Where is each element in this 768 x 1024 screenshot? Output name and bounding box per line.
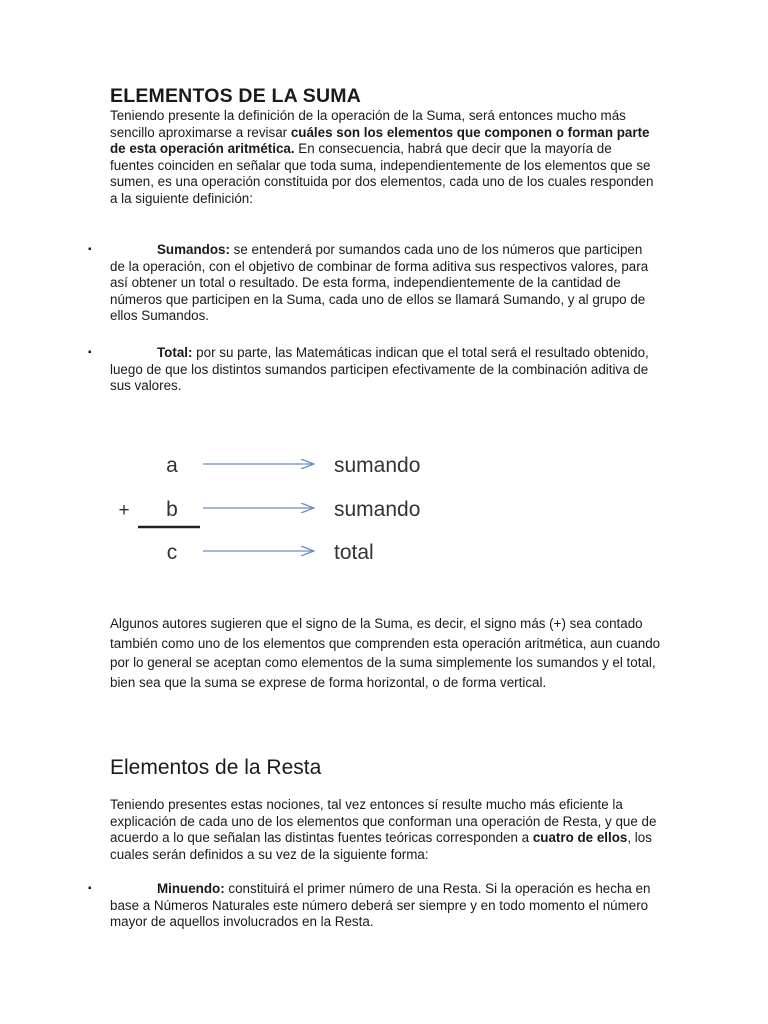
bullet-marker: ▪: [88, 244, 92, 255]
diagram-plus-sign: +: [118, 500, 130, 521]
diagram-var-b: b: [166, 498, 178, 521]
total-term: Total:: [157, 345, 193, 360]
resta-intro-text-1: Teniendo presentes estas nociones, tal vez entonces sí resulte mucho más eficiente la explicación de cada uno de los elementos que conforman una operación de Resta, y que de acuerdo a lo que señalan las distintas fuentes teóricas corresponden a: [110, 797, 657, 846]
suma-intro-bold: cuáles son los elementos que componen o forman parte de esta operación aritmética.: [110, 124, 650, 157]
bullet-marker: ▪: [88, 347, 92, 358]
minuendo-paragraph: [110, 881, 658, 931]
suma-intro-text-1: Teniendo presente la definición de la operación de la Suma, será entonces mucho más sencillo aproximarse a revisar: [110, 108, 626, 140]
minuendo-text: constituirá el primer número de una Resta. Si la operación es hecha en base a Números Naturales este número deberá ser siempre y en todo momento el número mayor de aquellos involucrados en la Resta.: [110, 881, 651, 930]
diagram-var-c: c: [166, 541, 178, 564]
diagram-label-c: total: [334, 541, 374, 564]
minuendo-term: Minuendo:: [157, 881, 225, 896]
suma-intro-paragraph: [110, 108, 658, 208]
total-paragraph: [110, 345, 658, 395]
resta-intro-bold: cuatro de ellos: [532, 830, 628, 846]
diagram-label-a: sumando: [334, 454, 421, 477]
resta-intro-text-2: , los cuales serán definidos a su vez de la siguiente forma:: [110, 830, 652, 862]
bullet-marker: ▪: [88, 883, 92, 894]
resta-intro-paragraph: [110, 797, 658, 863]
sumandos-paragraph: [110, 242, 658, 325]
diagram-label-b: sumando: [334, 498, 421, 521]
total-text: por su parte, las Matemáticas indican que el total será el resultado obtenido, luego de que los distintos sumandos participen efectivamente de la combinación aditiva de sus valores.: [110, 345, 649, 394]
signo-mas-paragraph: Algunos autores sugieren que el signo de la Suma, es decir, el signo más (+) sea contado también como uno de los elementos que comprenden esta operación aritmética, aun cuando por lo general se aceptan como elementos de la suma simplemente los sumandos y el total, bien sea que la suma se exprese de forma horizontal, o de forma vertical.: [110, 616, 661, 690]
resta-heading: Elementos de la Resta: [110, 756, 322, 779]
sumandos-term: Sumandos:: [157, 242, 230, 257]
suma-intro-text-2: En consecuencia, habrá que decir que la mayoría de fuentes coinciden en señalar que toda suma, independientemente de los elementos que se sumen, es una operación constituida por dos elementos, cada uno de los cuales responden a la siguiente definición:: [110, 141, 654, 206]
sumandos-text: se entenderá por sumandos cada uno de los números que participen de la operación, con el objetivo de combinar de forma aditiva sus respectivos valores, para así obtener un total o resultado. De esta forma, independientemente de la cantidad de números que participen en la Suma, cada uno de ellos se llamará Sumando, y al grupo de ellos Sumandos.: [110, 242, 649, 324]
diagram-var-a: a: [166, 454, 178, 477]
suma-diagram-svg: [100, 440, 480, 580]
suma-heading: ELEMENTOS DE LA SUMA: [110, 85, 362, 107]
suma-diagram: [100, 440, 480, 580]
